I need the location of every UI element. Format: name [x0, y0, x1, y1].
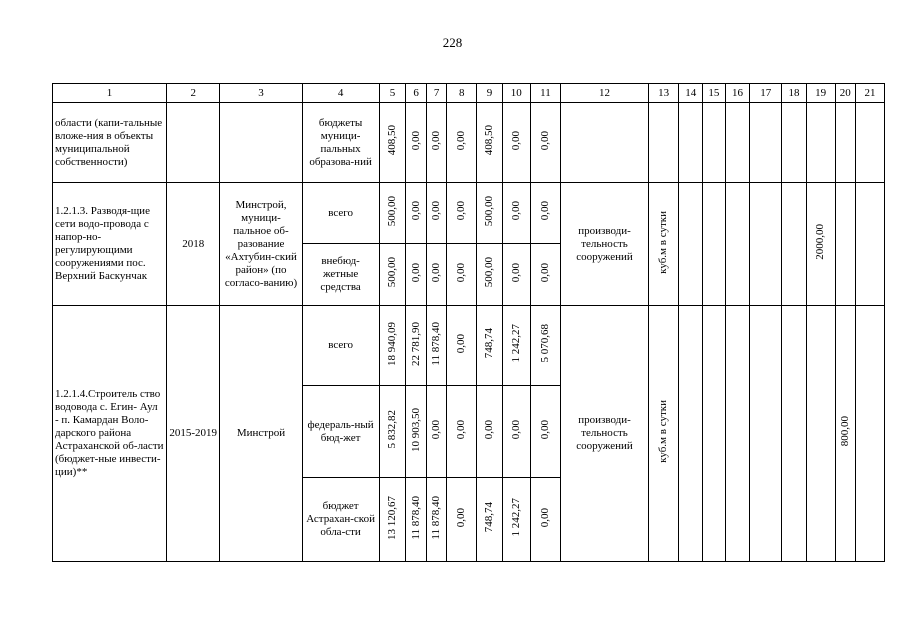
value-cell: 0,00	[406, 244, 427, 306]
indicator-cell: производи-тельность сооружений	[561, 306, 648, 562]
executor-cell: Минстрой	[220, 306, 302, 562]
value-cell: 0,00	[530, 244, 561, 306]
value-cell: 0,00	[426, 386, 447, 478]
header-cell: 17	[750, 84, 782, 103]
value-cell: 22 781,90	[406, 306, 427, 386]
executor-cell	[220, 103, 302, 183]
value-cell: 0,00	[447, 244, 477, 306]
activity-name-cell: 1.2.1.4.Строитель ство водовода с. Егин- Аул - п. Камардан Воло-дарского района Астраханской об-ласти (бюджет-ные инвести-ции)**	[53, 306, 167, 562]
value-cell: 0,00	[447, 386, 477, 478]
value-cell: 11 878,40	[426, 478, 447, 562]
value-cell: 0,00	[406, 103, 427, 183]
value-cell: 0,00	[530, 103, 561, 183]
period-cell	[167, 103, 220, 183]
header-cell: 19	[806, 84, 835, 103]
value-cell: 10 903,50	[406, 386, 427, 478]
page-number: 228	[442, 35, 463, 50]
header-cell: 16	[725, 84, 750, 103]
funding-source-cell: бюджеты муници-пальных образова-ний	[302, 103, 379, 183]
header-cell: 2	[167, 84, 220, 103]
header-cell: 5	[379, 84, 406, 103]
value-cell: 0,00	[447, 306, 477, 386]
header-cell: 1	[53, 84, 167, 103]
value-cell: 0,00	[502, 386, 530, 478]
value-cell: 500,00	[477, 244, 503, 306]
activity-name-cell: области (капи-тальные вложе-ния в объекты муниципальной собственности)	[53, 103, 167, 183]
value-cell: 0,00	[530, 386, 561, 478]
unit-cell	[648, 103, 679, 183]
value-cell: 0,00	[502, 183, 530, 244]
period-cell: 2015-2019	[167, 306, 220, 562]
value-cell: 0,00	[502, 103, 530, 183]
header-cell: 3	[220, 84, 302, 103]
value-cell: 18 940,09	[379, 306, 406, 386]
header-cell: 21	[856, 84, 885, 103]
target-value-cell: 2000,00	[806, 183, 835, 306]
indicator-cell	[561, 103, 648, 183]
table-row	[53, 103, 885, 183]
value-cell: 13 120,67	[379, 478, 406, 562]
value-cell: 1 242,27	[502, 478, 530, 562]
value-cell: 0,00	[426, 183, 447, 244]
header-row	[53, 84, 885, 103]
value-cell: 0,00	[447, 103, 477, 183]
target-value-cell: 800,00	[835, 306, 856, 562]
value-cell: 0,00	[477, 386, 503, 478]
header-cell: 11	[530, 84, 561, 103]
value-cell: 408,50	[379, 103, 406, 183]
executor-cell: Минстрой, муници-пальное об-разование «Ахтубин-ский район» (по согласо-ванию)	[220, 183, 302, 306]
header-cell: 10	[502, 84, 530, 103]
value-cell: 748,74	[477, 478, 503, 562]
header-cell: 9	[477, 84, 503, 103]
value-cell: 5 832,82	[379, 386, 406, 478]
header-cell: 4	[302, 84, 379, 103]
header-cell: 18	[782, 84, 807, 103]
funding-source-cell: федераль-ный бюд-жет	[302, 386, 379, 478]
value-cell: 0,00	[426, 103, 447, 183]
period-cell: 2018	[167, 183, 220, 306]
value-cell: 5 070,68	[530, 306, 561, 386]
funding-source-cell: всего	[302, 183, 379, 244]
value-cell: 1 242,27	[502, 306, 530, 386]
header-cell: 8	[447, 84, 477, 103]
funding-source-cell: бюджет Астрахан-ской обла-сти	[302, 478, 379, 562]
header-cell: 13	[648, 84, 679, 103]
activity-name-cell: 1.2.1.3. Разводя-щие сети водо-провода с напор-но-регулирующими сооружениями пос. Верхний Баскунчак	[53, 183, 167, 306]
value-cell: 0,00	[530, 183, 561, 244]
header-cell: 12	[561, 84, 648, 103]
value-cell: 0,00	[426, 244, 447, 306]
value-cell: 11 878,40	[426, 306, 447, 386]
value-cell: 0,00	[447, 478, 477, 562]
value-cell: 0,00	[530, 478, 561, 562]
value-cell: 500,00	[379, 244, 406, 306]
value-cell: 500,00	[379, 183, 406, 244]
table-row	[53, 306, 885, 386]
value-cell: 0,00	[406, 183, 427, 244]
indicator-cell: производи-тельность сооружений	[561, 183, 648, 306]
value-cell: 408,50	[477, 103, 503, 183]
unit-cell: куб.м в сутки	[648, 306, 679, 562]
unit-cell: куб.м в сутки	[648, 183, 679, 306]
value-cell: 500,00	[477, 183, 503, 244]
header-cell: 6	[406, 84, 427, 103]
value-cell: 0,00	[502, 244, 530, 306]
header-cell: 14	[679, 84, 703, 103]
funding-source-cell: внебюд-жетные средства	[302, 244, 379, 306]
table-row	[53, 183, 885, 244]
header-cell: 7	[426, 84, 447, 103]
header-cell: 15	[703, 84, 726, 103]
program-table	[52, 83, 885, 562]
value-cell: 748,74	[477, 306, 503, 386]
value-cell: 0,00	[447, 183, 477, 244]
funding-source-cell: всего	[302, 306, 379, 386]
header-cell: 20	[835, 84, 856, 103]
value-cell: 11 878,40	[406, 478, 427, 562]
